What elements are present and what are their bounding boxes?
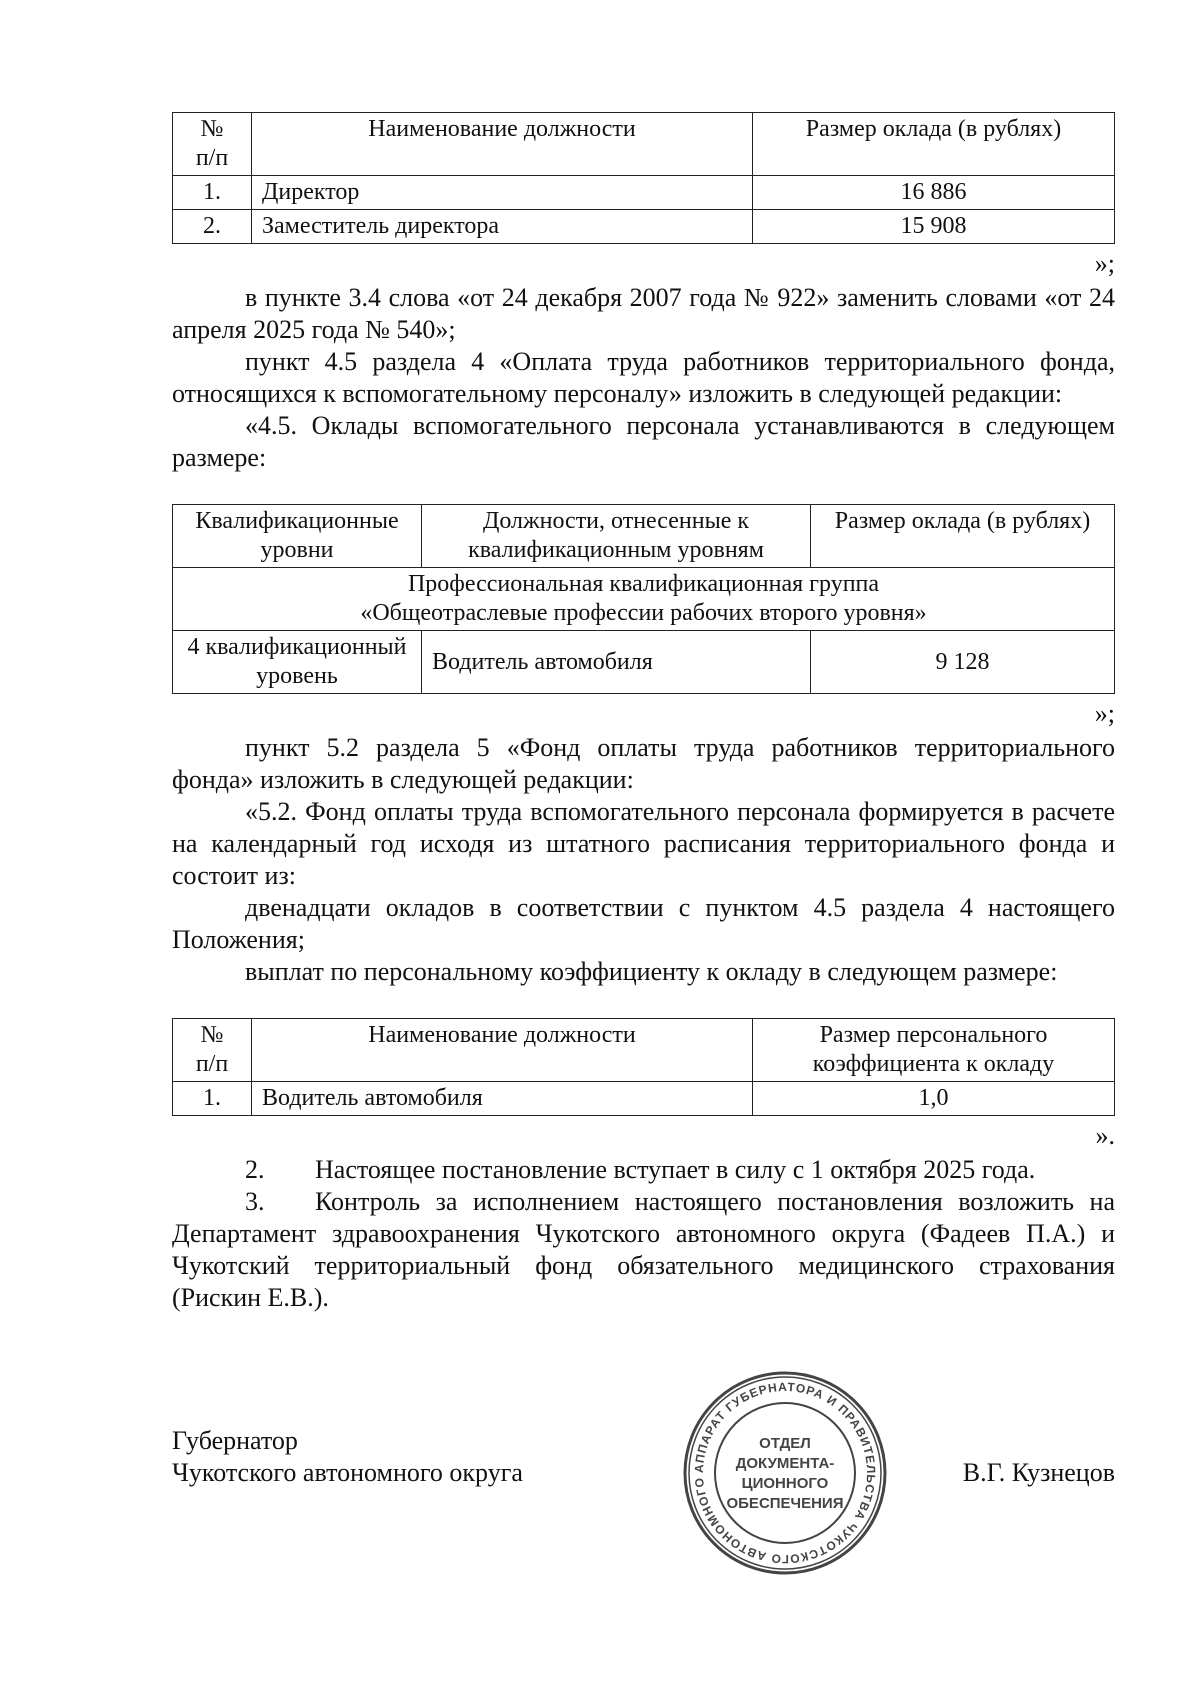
paragraph-coefficient: выплат по персональному коэффициенту к окладу в следующем размере: xyxy=(245,957,1058,986)
row-position: Водитель автомобиля xyxy=(252,1082,753,1116)
closing-quote: »; xyxy=(1094,699,1115,728)
table-header-row xyxy=(173,505,1115,568)
salary-table-support-staff xyxy=(172,504,1115,694)
table-row xyxy=(173,176,1115,210)
col-salary-header: Размер оклада (в рублях) xyxy=(811,505,1115,568)
col-position-header: Наименование должности xyxy=(252,113,753,176)
paragraph-twelve-salaries: двенадцати окладов в соответствии с пунктом 4.5 раздела 4 настоящего Положения; xyxy=(172,893,1115,954)
qualification-group: Профессиональная квалификационная группа «Общеотраслевые профессии рабочих второго уровня» xyxy=(173,568,1115,631)
coefficient-table xyxy=(172,1018,1115,1116)
paragraph-5-2-intro: пункт 5.2 раздела 5 «Фонд оплаты труда работников территориального фонда» изложить в следующей редакции: xyxy=(172,733,1115,794)
table-group-row xyxy=(173,568,1115,631)
item-number: 3. xyxy=(245,1187,265,1216)
row-number: 1. xyxy=(173,1082,252,1116)
row-position: Водитель автомобиля xyxy=(422,631,811,694)
table-header-row xyxy=(173,113,1115,176)
col-level-header: Квалификационные уровни xyxy=(173,505,422,568)
stamp-ring-text: АППАРАТ ГУБЕРНАТОРА И ПРАВИТЕЛЬСТВА ЧУКОТСКОГО АВТОНОМНОГО xyxy=(691,1379,879,1567)
closing-quote: ». xyxy=(1095,1121,1115,1150)
item-number: 2. xyxy=(245,1155,265,1184)
col-coefficient-header: Размер персонального коэффициента к окладу xyxy=(753,1019,1115,1082)
table-header-row xyxy=(173,1019,1115,1082)
signatory-name: В.Г. Кузнецов xyxy=(962,1458,1115,1487)
paragraph-5-2: «5.2. Фонд оплаты труда вспомогательного персонала формируется в расчете на календарный год исходя из штатного расписания территориального фонда и состоит из: xyxy=(172,797,1115,890)
row-number: 1. xyxy=(173,176,252,210)
row-coefficient: 1,0 xyxy=(753,1082,1115,1116)
col-number-header: № п/п xyxy=(173,1019,252,1082)
paragraph-4-5-intro: пункт 4.5 раздела 4 «Оплата труда работников территориального фонда, относящихся к вспомогательному персоналу» изложить в следующей редакции: xyxy=(172,347,1115,408)
table-row xyxy=(173,631,1115,694)
row-salary: 16 886 xyxy=(753,176,1115,210)
table-row xyxy=(173,1082,1115,1116)
col-number-header: № п/п xyxy=(173,113,252,176)
row-salary: 9 128 xyxy=(811,631,1115,694)
signature-block xyxy=(172,1425,1115,1535)
table-row xyxy=(173,210,1115,244)
closing-quote: »; xyxy=(1094,249,1115,278)
item-2 xyxy=(172,1154,1115,1186)
col-positions-header: Должности, отнесенные к квалификационным уровням xyxy=(422,505,811,568)
stamp-line-1: ОТДЕЛ xyxy=(759,1435,811,1452)
salary-table-management xyxy=(172,112,1115,244)
item-text: Настоящее постановление вступает в силу с 1 октября 2025 года. xyxy=(315,1155,1036,1184)
row-level: 4 квалификационный уровень xyxy=(173,631,422,694)
position-line-1: Губернатор xyxy=(172,1426,298,1455)
paragraph-3-4: в пункте 3.4 слова «от 24 декабря 2007 года № 922» заменить словами «от 24 апреля 2025 года № 540»; xyxy=(172,283,1115,344)
stamp-line-3: ЦИОННОГО xyxy=(741,1475,829,1492)
col-position-header: Наименование должности xyxy=(252,1019,753,1082)
stamp-line-4: ОБЕСПЕЧЕНИЯ xyxy=(726,1495,844,1512)
stamp-line-2: ДОКУМЕНТА- xyxy=(735,1455,835,1472)
item-text: Контроль за исполнением настоящего постановления возложить на Департамент здравоохранения Чукотского автономного округа (Фадеев П.А.) и Чукотский территориальный фонд обязательного медицинского страхования (Рискин Е.В.). xyxy=(172,1187,1115,1312)
item-3 xyxy=(172,1186,1115,1314)
row-number: 2. xyxy=(173,210,252,244)
row-salary: 15 908 xyxy=(753,210,1115,244)
signatory-position xyxy=(172,1425,523,1489)
document-body xyxy=(172,112,1115,1314)
paragraph-4-5: «4.5. Оклады вспомогательного персонала устанавливаются в следующем размере: xyxy=(172,411,1115,472)
position-line-2: Чукотского автономного округа xyxy=(172,1458,523,1487)
row-position: Директор xyxy=(252,176,753,210)
col-salary-header: Размер оклада (в рублях) xyxy=(753,113,1115,176)
row-position: Заместитель директора xyxy=(252,210,753,244)
